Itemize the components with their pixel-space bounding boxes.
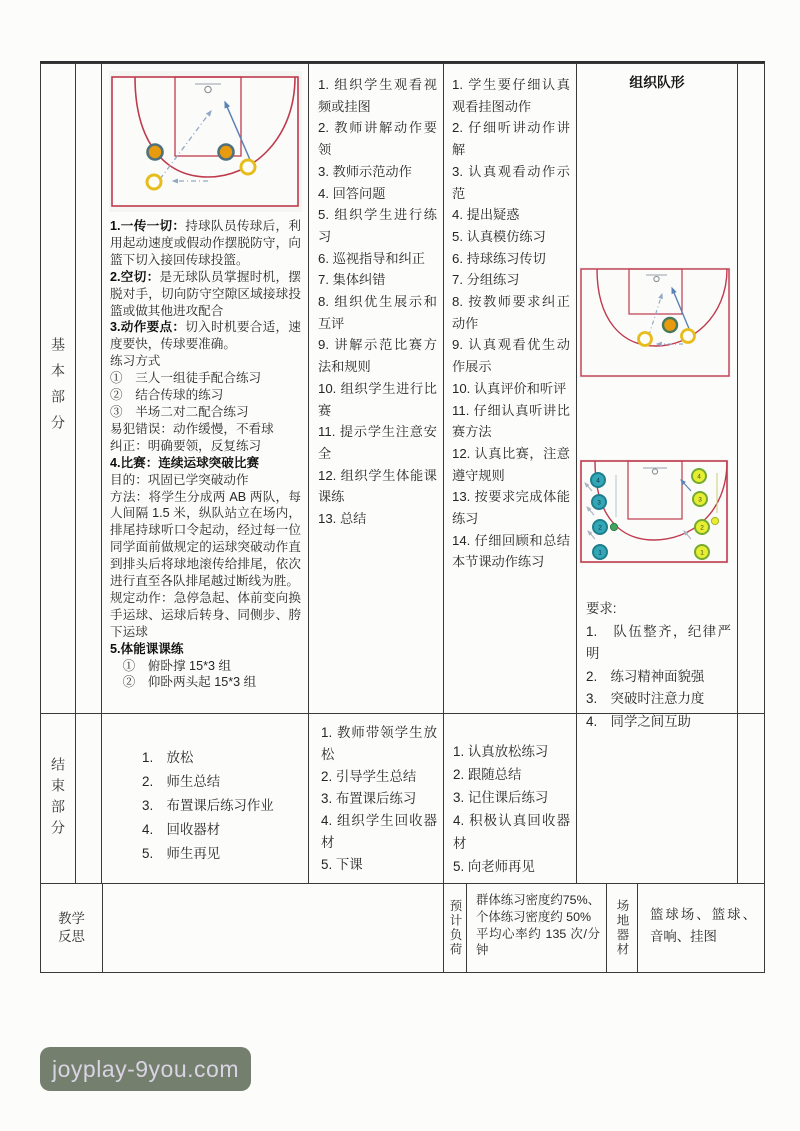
watermark-text: joyplay-9you.com xyxy=(52,1055,239,1082)
student-step: 3. 认真观看动作示范 xyxy=(452,163,570,201)
cell-reflection-label xyxy=(40,883,103,973)
ending-student-item: 5. 向老师再见 xyxy=(453,859,535,874)
cell-ending-spacer-right xyxy=(737,713,765,884)
student-step: 9. 认真观看优生动作展示 xyxy=(452,337,570,375)
svg-text:4: 4 xyxy=(596,477,600,485)
teacher-step: 11. 提示学生注意安全 xyxy=(318,424,437,461)
ending-teacher-list xyxy=(309,714,443,876)
ending-section-label: 结束部分 xyxy=(50,756,66,841)
note-line: 5.体能课课练 xyxy=(110,641,184,656)
ending-student-item: 2. 跟随总结 xyxy=(453,767,522,782)
student-step: 5. 认真模仿练习 xyxy=(452,228,546,244)
teacher-step: 1. 组织学生观看视频或挂图 xyxy=(318,77,437,114)
note-line: 练习方式 xyxy=(110,354,161,369)
ending-content-item: 5. 师生再见 xyxy=(142,846,221,861)
requirement-item: 1. 队伍整齐，纪律严明 xyxy=(586,623,731,661)
ending-content-item: 4. 回收器材 xyxy=(142,822,221,837)
court-diagram-formation-demo xyxy=(579,267,731,378)
court-diagram-drill-race xyxy=(579,459,729,564)
cell-ending-spacer-left xyxy=(75,713,102,884)
ending-content-item: 2. 师生总结 xyxy=(142,774,221,789)
formation-title: 组织队形 xyxy=(629,75,685,90)
teacher-step: 6. 巡视指导和纠正 xyxy=(318,250,425,266)
watermark-badge xyxy=(40,1047,251,1091)
student-step: 10. 认真评价和听评 xyxy=(452,380,567,396)
student-step: 4. 提出疑惑 xyxy=(452,207,520,223)
teacher-steps-list xyxy=(309,64,443,530)
ending-teacher-item: 5. 下课 xyxy=(321,857,363,872)
cell-ending-student xyxy=(443,713,577,884)
basic-section-label: 基本部分 xyxy=(50,336,66,441)
ending-teacher-item: 2. 引导学生总结 xyxy=(321,769,417,784)
cell-formation xyxy=(576,63,738,729)
cell-load-text xyxy=(466,883,607,973)
cell-basic-student-steps xyxy=(443,63,577,714)
svg-text:1: 1 xyxy=(598,549,602,557)
load-label: 预计负荷 xyxy=(448,899,462,957)
load-line-1: 群体练习密度约75%、个体练习密度约 50% xyxy=(476,893,600,924)
teacher-step: 12. 组织学生体能课课练 xyxy=(318,467,437,505)
ending-student-list xyxy=(444,714,576,878)
ending-teacher-item: 3. 布置课后练习 xyxy=(321,791,417,806)
basic-notes xyxy=(102,214,308,691)
ending-teacher-item: 4. 组织学生回收器材 xyxy=(321,813,437,850)
teacher-step: 8. 组织优生展示和互评 xyxy=(318,294,437,331)
ending-student-item: 4. 积极认真回收器材 xyxy=(453,813,570,851)
cell-equipment-label xyxy=(606,883,638,973)
note-line: ① 三人一组徒手配合练习 xyxy=(110,371,262,386)
student-step: 1. 学生要仔细认真观看挂图动作 xyxy=(452,77,570,114)
student-step: 14. 仔细回顾和总结本节课动作练习 xyxy=(452,532,570,570)
note-line: 3.动作要点：切入时机要合适，速度要快，传球要准确。 xyxy=(110,320,301,352)
cell-ending-label xyxy=(40,713,76,884)
note-line: 4.比赛：连续运球突破比赛 xyxy=(110,455,260,470)
note-line: 纠正：明确要领，反复练习 xyxy=(110,438,262,453)
cell-basic-teacher-steps xyxy=(308,63,444,714)
note-line: ③ 半场二对二配合练习 xyxy=(110,404,249,419)
ending-content-list xyxy=(102,714,308,866)
svg-text:1: 1 xyxy=(700,549,704,557)
note-line: 方法：将学生分成两 AB 两队，每人间隔 1.5 米，纵队站立在场内，排尾持球听口令起动，经过每一位同学面前做规定的运球突破动作直到排头后将球地滚传给排尾，依次进行直至各队排尾越过断线为胜。 xyxy=(110,489,301,589)
note-line: 1.一传一切：持球队员传球后，利用起动速度或假动作摆脱防守，向篮下切入接回传球投篮。 xyxy=(110,219,301,267)
student-step: 2. 仔细听讲动作讲解 xyxy=(452,120,570,158)
note-line: 2.空切：是无球队员掌握时机，摆脱对手，切向防守空隙区域接球投篮或做其他进攻配合 xyxy=(110,269,301,318)
reflection-label: 教学反思 xyxy=(58,911,85,944)
cell-basic-spacer-right xyxy=(737,63,765,714)
svg-text:3: 3 xyxy=(597,499,601,507)
ending-teacher-item: 1. 教师带领学生放松 xyxy=(321,725,437,762)
equipment-text: 篮球场、篮球、音响、挂图 xyxy=(650,907,756,944)
cell-ending-teacher xyxy=(308,713,444,884)
cell-ending-formation-empty xyxy=(576,713,738,884)
cell-reflection-blank xyxy=(102,883,444,973)
cell-load-label xyxy=(443,883,467,973)
cell-ending-content xyxy=(101,713,309,884)
teacher-step: 7. 集体纠错 xyxy=(318,272,386,288)
student-step: 7. 分组练习 xyxy=(452,272,520,288)
cell-basic-label xyxy=(40,63,76,714)
ending-content-item: 3. 布置课后练习作业 xyxy=(142,798,274,813)
student-step: 11. 仔细认真听讲比赛方法 xyxy=(452,402,570,440)
teacher-step: 2. 教师讲解动作要领 xyxy=(318,120,437,158)
student-step: 12. 认真比赛，注意遵守规则 xyxy=(452,445,570,483)
court-diagram-pass-and-cut xyxy=(109,71,302,212)
svg-text:4: 4 xyxy=(697,473,701,481)
equipment-label: 场地器材 xyxy=(615,899,629,957)
student-step: 8. 按教师要求纠正动作 xyxy=(452,294,570,331)
ending-content-item: 1. 放松 xyxy=(142,750,194,765)
ending-student-item: 1. 认真放松练习 xyxy=(453,744,549,759)
teacher-step: 10. 组织学生进行比赛 xyxy=(318,380,437,418)
ending-student-item: 3. 记住课后练习 xyxy=(453,790,549,805)
requirement-item: 2. 练习精神面貌强 xyxy=(586,668,705,684)
note-line: ② 仰卧两头起 15*3 组 xyxy=(110,675,257,690)
requirements-title: 要求: xyxy=(586,601,617,616)
cell-equipment-text xyxy=(637,883,765,973)
teacher-step: 4. 回答问题 xyxy=(318,185,386,201)
teacher-step: 9. 讲解示范比赛方法和规则 xyxy=(318,337,437,375)
student-step: 6. 持球练习传切 xyxy=(452,250,546,266)
student-step: 13. 按要求完成体能练习 xyxy=(452,489,570,527)
svg-text:2: 2 xyxy=(700,524,704,532)
requirement-item: 4. 同学之间互助 xyxy=(586,713,691,729)
note-line: 规定动作：急停急起、体前变向换手运球、运球后转身、同侧步、胯下运球 xyxy=(110,590,301,639)
note-line: ① 俯卧撑 15*3 组 xyxy=(110,658,232,673)
student-steps-list xyxy=(444,64,576,573)
requirement-item: 3. 突破时注意力度 xyxy=(586,691,705,706)
note-line: ② 结合传球的练习 xyxy=(110,388,224,403)
note-line: 易犯错误：动作缓慢，不看球 xyxy=(110,421,274,436)
load-text xyxy=(467,884,606,959)
svg-text:3: 3 xyxy=(698,496,702,504)
cell-basic-content xyxy=(101,63,309,714)
svg-text:2: 2 xyxy=(598,524,602,532)
cell-basic-spacer-left xyxy=(75,63,102,714)
load-line-2: 平均心率约 135 次/分钟 xyxy=(476,926,600,958)
teacher-step: 5. 组织学生进行练习 xyxy=(318,207,437,244)
teacher-step: 3. 教师示范动作 xyxy=(318,163,412,179)
note-line: 目的：巩固已学突破动作 xyxy=(110,472,249,487)
teacher-step: 13. 总结 xyxy=(318,511,367,527)
